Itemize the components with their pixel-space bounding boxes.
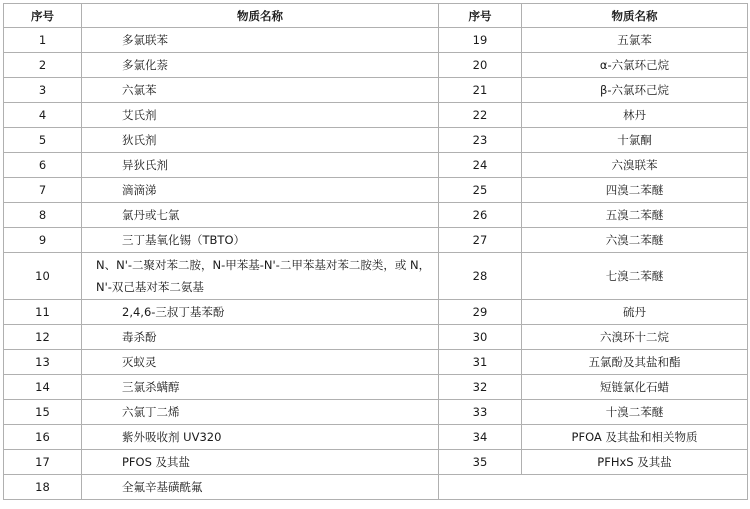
name-cell: PFOS 及其盐 — [82, 450, 439, 475]
name-cell: PFHxS 及其盐 — [522, 450, 748, 475]
table-row — [4, 425, 748, 450]
table-row — [4, 300, 748, 325]
name-cell: 五氯苯 — [522, 28, 748, 53]
seq-cell: 15 — [4, 400, 82, 425]
table-row — [4, 128, 748, 153]
table-body — [4, 28, 748, 500]
name-cell: 六溴联苯 — [522, 153, 748, 178]
seq-cell: 35 — [439, 450, 522, 475]
name-cell: 狄氏剂 — [82, 128, 439, 153]
header-row — [4, 4, 748, 28]
empty-cell — [439, 475, 748, 500]
seq-cell: 30 — [439, 325, 522, 350]
seq-cell: 34 — [439, 425, 522, 450]
table-row — [4, 400, 748, 425]
seq-cell: 32 — [439, 375, 522, 400]
name-cell: 六溴二苯醚 — [522, 228, 748, 253]
name-cell: 短链氯化石蜡 — [522, 375, 748, 400]
name-cell: 紫外吸收剂 UV320 — [82, 425, 439, 450]
table-row — [4, 153, 748, 178]
table-row — [4, 253, 748, 300]
name-cell: 林丹 — [522, 103, 748, 128]
seq-cell: 14 — [4, 375, 82, 400]
name-cell: 三氯杀螨醇 — [82, 375, 439, 400]
seq-cell: 19 — [439, 28, 522, 53]
seq-cell: 11 — [4, 300, 82, 325]
seq-cell: 12 — [4, 325, 82, 350]
name-cell: 2,4,6-三叔丁基苯酚 — [82, 300, 439, 325]
seq-cell: 29 — [439, 300, 522, 325]
seq-cell: 8 — [4, 203, 82, 228]
name-cell: 十溴二苯醚 — [522, 400, 748, 425]
table-row — [4, 53, 748, 78]
header-seq-left: 序号 — [4, 4, 82, 28]
seq-cell: 6 — [4, 153, 82, 178]
seq-cell: 7 — [4, 178, 82, 203]
seq-cell: 22 — [439, 103, 522, 128]
seq-cell: 3 — [4, 78, 82, 103]
table-row — [4, 475, 748, 500]
table-row — [4, 325, 748, 350]
name-cell: 六氯丁二烯 — [82, 400, 439, 425]
table-row — [4, 203, 748, 228]
table-row — [4, 78, 748, 103]
seq-cell: 10 — [4, 253, 82, 300]
name-cell: 多氯化萘 — [82, 53, 439, 78]
seq-cell: 20 — [439, 53, 522, 78]
table-row — [4, 178, 748, 203]
name-cell: 四溴二苯醚 — [522, 178, 748, 203]
name-cell: 五氯酚及其盐和酯 — [522, 350, 748, 375]
name-cell: 全氟辛基磺酰氟 — [82, 475, 439, 500]
header-name-left: 物质名称 — [82, 4, 439, 28]
name-cell: 六溴环十二烷 — [522, 325, 748, 350]
seq-cell: 1 — [4, 28, 82, 53]
table-row — [4, 450, 748, 475]
name-cell: 多氯联苯 — [82, 28, 439, 53]
seq-cell: 26 — [439, 203, 522, 228]
name-cell: 五溴二苯醚 — [522, 203, 748, 228]
seq-cell: 5 — [4, 128, 82, 153]
name-cell: 三丁基氧化锡（TBTO） — [82, 228, 439, 253]
table-row — [4, 350, 748, 375]
seq-cell: 13 — [4, 350, 82, 375]
header-seq-right: 序号 — [439, 4, 522, 28]
seq-cell: 24 — [439, 153, 522, 178]
name-cell: N、N'-二聚对苯二胺，N-甲苯基-N'-二甲苯基对苯二胺类，或 N，N'-双己基对苯二氨基 — [82, 253, 439, 300]
seq-cell: 28 — [439, 253, 522, 300]
name-cell: 氯丹或七氯 — [82, 203, 439, 228]
name-cell: 艾氏剂 — [82, 103, 439, 128]
seq-cell: 18 — [4, 475, 82, 500]
name-cell: 灭蚁灵 — [82, 350, 439, 375]
seq-cell: 2 — [4, 53, 82, 78]
name-cell: PFOA 及其盐和相关物质 — [522, 425, 748, 450]
name-cell: 六氯苯 — [82, 78, 439, 103]
table-row — [4, 228, 748, 253]
name-cell: α-六氯环己烷 — [522, 53, 748, 78]
header-name-right: 物质名称 — [522, 4, 748, 28]
seq-cell: 27 — [439, 228, 522, 253]
seq-cell: 33 — [439, 400, 522, 425]
table-row — [4, 28, 748, 53]
substance-table — [3, 3, 748, 500]
seq-cell: 31 — [439, 350, 522, 375]
table-row — [4, 375, 748, 400]
seq-cell: 4 — [4, 103, 82, 128]
name-cell: 毒杀酚 — [82, 325, 439, 350]
name-cell: 异狄氏剂 — [82, 153, 439, 178]
name-cell: 七溴二苯醚 — [522, 253, 748, 300]
seq-cell: 17 — [4, 450, 82, 475]
seq-cell: 16 — [4, 425, 82, 450]
name-cell: 滴滴涕 — [82, 178, 439, 203]
seq-cell: 23 — [439, 128, 522, 153]
name-cell: 十氯酮 — [522, 128, 748, 153]
table-row — [4, 103, 748, 128]
seq-cell: 9 — [4, 228, 82, 253]
seq-cell: 25 — [439, 178, 522, 203]
name-cell: β-六氯环己烷 — [522, 78, 748, 103]
name-cell: 硫丹 — [522, 300, 748, 325]
seq-cell: 21 — [439, 78, 522, 103]
